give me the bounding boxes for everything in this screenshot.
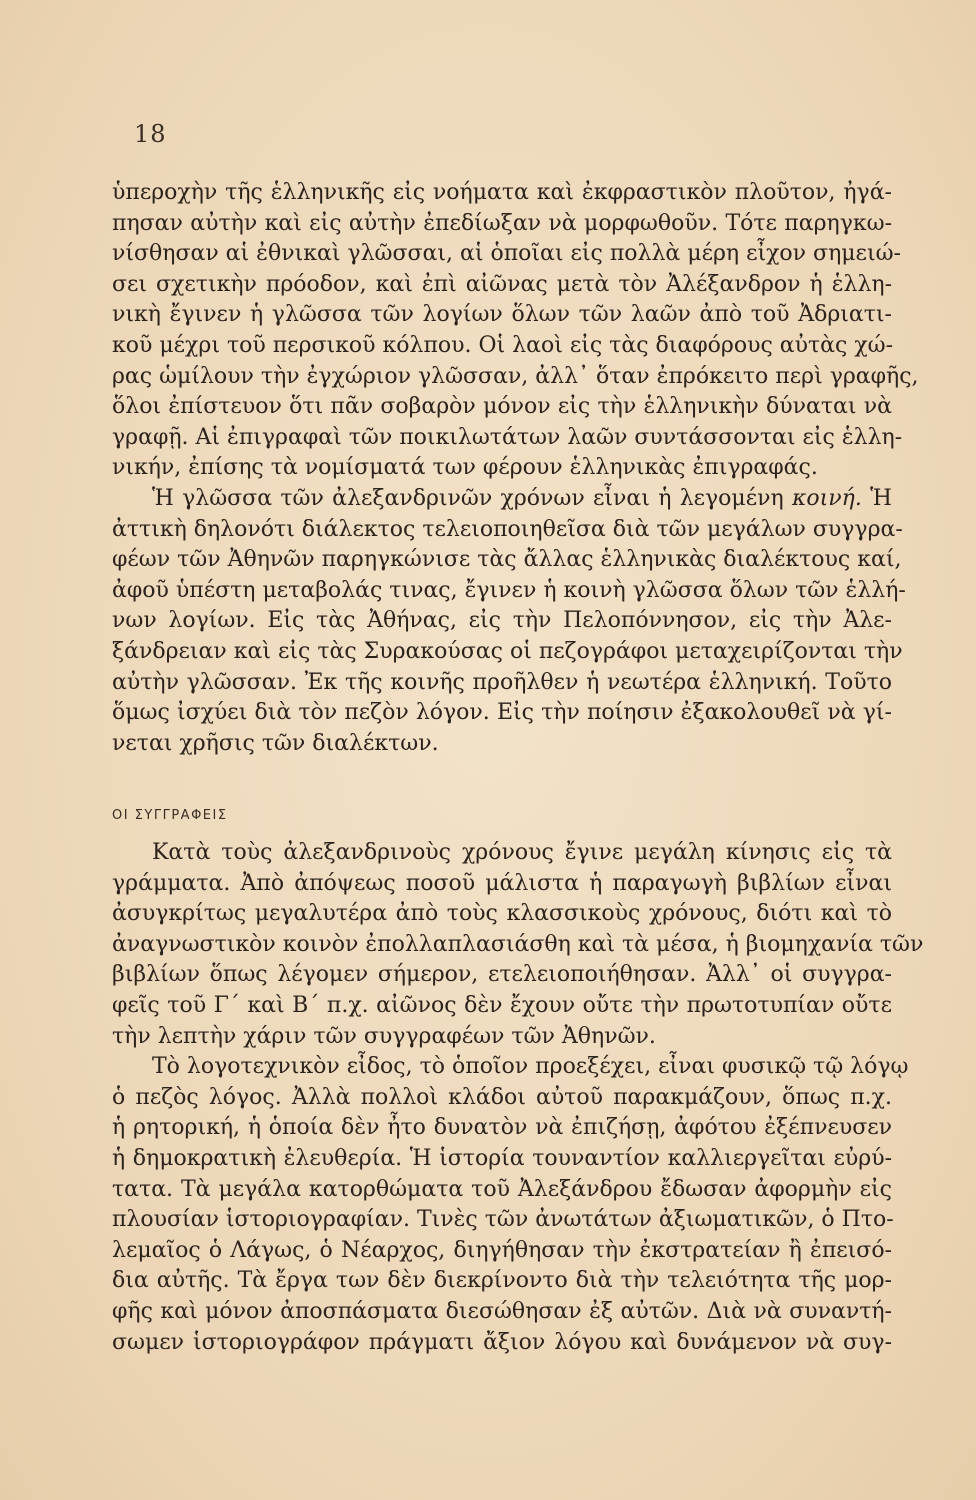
paragraph-greek-language [112, 178, 919, 484]
text-line: βιβλίων ὅπως λέγομεν σήμερον, ετελειοποιήθησαν. Ἀλλ᾽ οἱ συγγρα- [112, 962, 892, 988]
text-line: σωμεν ἱστοριογράφον πράγματι ἄξιον λόγου καὶ δυνάμενον νὰ συγ- [112, 1329, 892, 1355]
text-line: ἀναγνωστικὸν κοινὸν ἐπολλαπλασιάσθη καὶ τὰ μέσα, ἡ βιομηχανία τῶν [112, 931, 924, 957]
text-line: λεμαῖος ὁ Λάγως, ὁ Νέαρχος, διηγήθησαν τὴν ἐκστρατείαν ἢ ἐπεισό- [112, 1237, 892, 1263]
text-segment: Ἡ γλῶσσα τῶν ἀλεξανδρινῶν χρόνων εἶναι ἡ λεγομένη [152, 485, 784, 511]
text-line: ἡ δημοκρατικὴ ἐλευθερία. Ἡ ἱστορία τουναντίον καλλιεργεῖται εὐρύ- [112, 1145, 892, 1171]
text-line: πησαν αὐτὴν καὶ εἰς αὐτὴν ἐπεδίωξαν νὰ μορφωθοῦν. Τότε παρηγκω- [112, 210, 892, 236]
text-line: νων λογίων. Εἰς τὰς Ἀθήνας, εἰς τὴν Πελοπόννησον, εἰς τὴν Ἀλε- [112, 608, 892, 634]
text-line: αὐτὴν γλῶσσαν. Ἐκ τῆς κοινῆς προῆλθεν ἡ νεωτέρα ἑλληνική. Τοῦτο [112, 669, 892, 695]
text-line: γράμματα. Ἀπὸ ἀπόψεως ποσοῦ μάλιστα ἡ παραγωγὴ βιβλίων εἶναι [112, 870, 892, 896]
text-line: νικήν, ἐπίσης τὰ νομίσματά των φέρουν ἑλληνικὰς ἐπιγραφάς. [112, 455, 818, 481]
text-line: ὑπεροχὴν τῆς ἑλληνικῆς εἰς νοήματα καὶ ἐκφραστικὸν πλοῦτον, ἠγά- [112, 180, 892, 205]
text-segment: Ἡ [870, 485, 892, 511]
paragraph-movement [112, 838, 924, 1052]
text-line: φέων τῶν Ἀθηνῶν παρηγκώνισε τὰς ἄλλας ἑλληνικὰς διαλέκτους καί, [112, 547, 902, 573]
text-line: ἀσυγκρίτως μεγαλυτέρα ἀπὸ τοὺς κλασσικοὺς χρόνους, διότι καὶ τὸ [112, 901, 892, 927]
text-line: ἀφοῦ ὑπέστη μεταβολάς τινας, ἔγινεν ἡ κοινὴ γλῶσσα ὅλων τῶν ἑλλή- [112, 577, 906, 603]
text-line: ὅμως ἰσχύει διὰ τὸν πεζὸν λόγον. Εἰς τὴν ποίησιν ἐξακολουθεῖ νὰ γί- [112, 700, 892, 726]
paragraph-koine [112, 484, 906, 759]
text-line: ἀττικὴ δηλονότι διάλεκτος τελειοποιηθεῖσα διὰ τῶν μεγάλων συγγρα- [112, 516, 903, 542]
text-line: κοῦ μέχρι τοῦ περσικοῦ κόλπου. Οἱ λαοὶ εἰς τὰς διαφόρους αὐτὰς χώ- [112, 332, 894, 358]
text-line: γραφῇ. Αἱ ἐπιγραφαὶ τῶν ποικιλωτάτων λαῶν συντάσσονται εἰς ἑλλη- [112, 424, 903, 450]
text-line: νικὴ ἔγινεν ἡ γλῶσσα τῶν λογίων ὅλων τῶν λαῶν ἀπὸ τοῦ Ἀδριατι- [112, 302, 892, 328]
paragraph-prose [112, 1052, 909, 1358]
section-heading: ΟΙ ΣΥΓΓΡΑΦΕΙΣ [112, 808, 228, 823]
text-line: ρας ὡμίλουν τὴν ἐγχώριον γλῶσσαν, ἀλλ᾽ ὅταν ἐπρόκειτο περὶ γραφῆς, [112, 363, 919, 389]
text-line: ὁ πεζὸς λόγος. Ἀλλὰ πολλοὶ κλάδοι αὐτοῦ παρακμάζουν, ὅπως π.χ. [112, 1084, 892, 1110]
page-number: 18 [134, 120, 167, 148]
text-line: πλουσίαν ἱστοριογραφίαν. Τινὲς τῶν ἀνωτάτων ἀξιωματικῶν, ὁ Πτο- [112, 1207, 894, 1233]
text-line: φῆς καὶ μόνον ἀποσπάσματα διεσώθησαν ἐξ αὐτῶν. Διὰ νὰ συναντή- [112, 1298, 892, 1324]
text-block-writers [112, 838, 924, 1358]
text-line: ξάνδρειαν καὶ εἰς τὰς Συρακούσας οἱ πεζογράφοι μεταχειρίζονται τὴν [112, 638, 903, 664]
italic-term: κοινή. [792, 485, 862, 511]
text-line: Τὸ λογοτεχνικὸν εἶδος, τὸ ὁποῖον προεξέχει, εἶναι φυσικῷ τῷ λόγῳ [152, 1054, 909, 1080]
text-line: νίσθησαν αἱ ἐθνικαὶ γλῶσσαι, αἱ ὁποῖαι εἰς πολλὰ μέρη εἶχον σημειώ- [112, 241, 901, 267]
text-line: δια αὐτῆς. Τὰ ἔργα των δὲν διεκρίνοντο διὰ τὴν τελειότητα τῆς μορ- [112, 1268, 892, 1294]
text-line: Κατὰ τοὺς ἀλεξανδρινοὺς χρόνους ἔγινε μεγάλη κίνησις εἰς τὰ [152, 840, 892, 865]
text-line: φεῖς τοῦ Γ΄ καὶ Β΄ π.χ. αἰῶνος δὲν ἔχουν οὔτε τὴν πρωτοτυπίαν οὔτε [112, 992, 892, 1018]
text-line: σει σχετικὴν πρόοδον, καὶ ἐπὶ αἰῶνας μετὰ τὸν Ἀλέξανδρον ἡ ἑλλη- [112, 271, 892, 297]
text-line: τατα. Τὰ μεγάλα κατορθώματα τοῦ Ἀλεξάνδρου ἔδωσαν ἀφορμὴν εἰς [112, 1176, 892, 1202]
text-line [112, 484, 892, 515]
text-line: τὴν λεπτὴν χάριν τῶν συγγραφέων τῶν Ἀθηνῶν. [112, 1023, 656, 1049]
text-line: ὅλοι ἐπίστευον ὅτι πᾶν σοβαρὸν μόνον εἰς τὴν ἑλληνικὴν δύναται νὰ [112, 394, 892, 420]
text-block-intro [112, 178, 919, 759]
text-line: ἡ ρητορική, ἡ ὁποία δὲν ἦτο δυνατὸν νὰ ἐπιζήσῃ, ἀφότου ἐξέπνευσεν [112, 1115, 892, 1141]
text-line: νεται χρῆσις τῶν διαλέκτων. [112, 730, 439, 756]
